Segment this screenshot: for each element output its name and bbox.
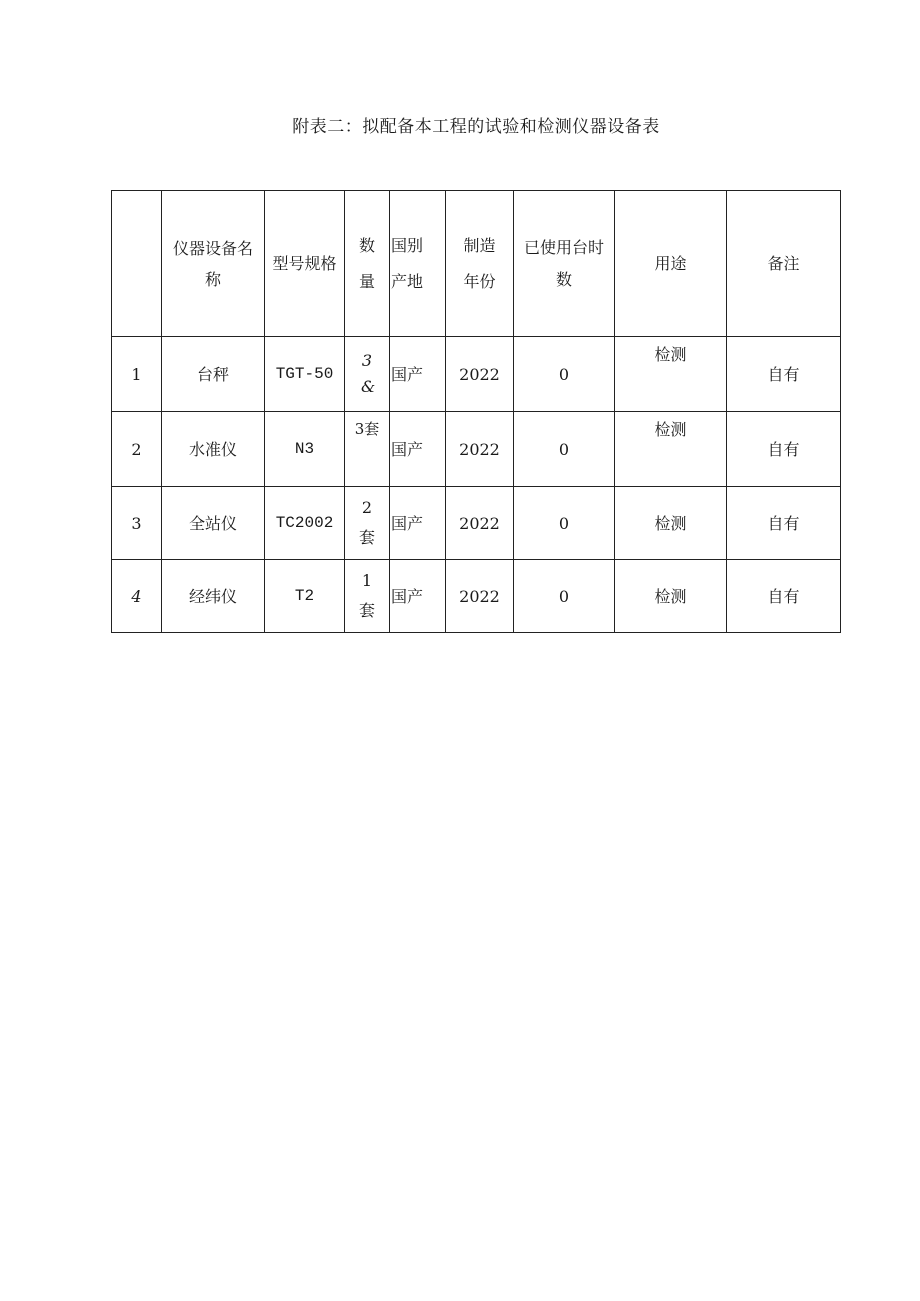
cell-qty: 3套 [345, 412, 390, 487]
cell-year: 2022 [446, 337, 514, 412]
cell-origin: 国产 [390, 560, 446, 633]
table-row [112, 412, 841, 487]
header-remark: 备注 [727, 191, 841, 337]
cell-origin: 国产 [390, 337, 446, 412]
cell-year: 2022 [446, 487, 514, 560]
cell-index: 4 [112, 560, 162, 633]
cell-year: 2022 [446, 412, 514, 487]
cell-hours: 0 [514, 412, 615, 487]
header-hours: 已使用台时数 [514, 191, 615, 337]
cell-name: 水准仪 [162, 412, 265, 487]
cell-usage: 检测 [615, 337, 727, 412]
header-name: 仪器设备名称 [162, 191, 265, 337]
cell-qty: 1套 [345, 560, 390, 633]
cell-remark: 自有 [727, 487, 841, 560]
table-row [112, 487, 841, 560]
cell-usage: 检测 [615, 487, 727, 560]
cell-name: 全站仪 [162, 487, 265, 560]
cell-model: TC2002 [265, 487, 345, 560]
cell-name: 经纬仪 [162, 560, 265, 633]
equipment-table [111, 190, 841, 633]
table-row [112, 337, 841, 412]
header-origin: 国别产地 [390, 191, 446, 337]
cell-index: 1 [112, 337, 162, 412]
cell-hours: 0 [514, 560, 615, 633]
cell-model: N3 [265, 412, 345, 487]
table-row [112, 560, 841, 633]
cell-origin: 国产 [390, 487, 446, 560]
cell-remark: 自有 [727, 337, 841, 412]
header-usage: 用途 [615, 191, 727, 337]
header-qty: 数量 [345, 191, 390, 337]
table-header-row [112, 191, 841, 337]
cell-index: 3 [112, 487, 162, 560]
cell-qty: 3& [345, 337, 390, 412]
cell-model: TGT-50 [265, 337, 345, 412]
header-year: 制造年份 [446, 191, 514, 337]
cell-name: 台秤 [162, 337, 265, 412]
cell-index: 2 [112, 412, 162, 487]
cell-year: 2022 [446, 560, 514, 633]
cell-model: T2 [265, 560, 345, 633]
header-model: 型号规格 [265, 191, 345, 337]
cell-remark: 自有 [727, 560, 841, 633]
cell-usage: 检测 [615, 412, 727, 487]
cell-usage: 检测 [615, 560, 727, 633]
cell-hours: 0 [514, 487, 615, 560]
cell-remark: 自有 [727, 412, 841, 487]
page-title: 附表二：拟配备本工程的试验和检测仪器设备表 [292, 117, 660, 137]
cell-hours: 0 [514, 337, 615, 412]
header-index [112, 191, 162, 337]
cell-qty: 2套 [345, 487, 390, 560]
cell-origin: 国产 [390, 412, 446, 487]
